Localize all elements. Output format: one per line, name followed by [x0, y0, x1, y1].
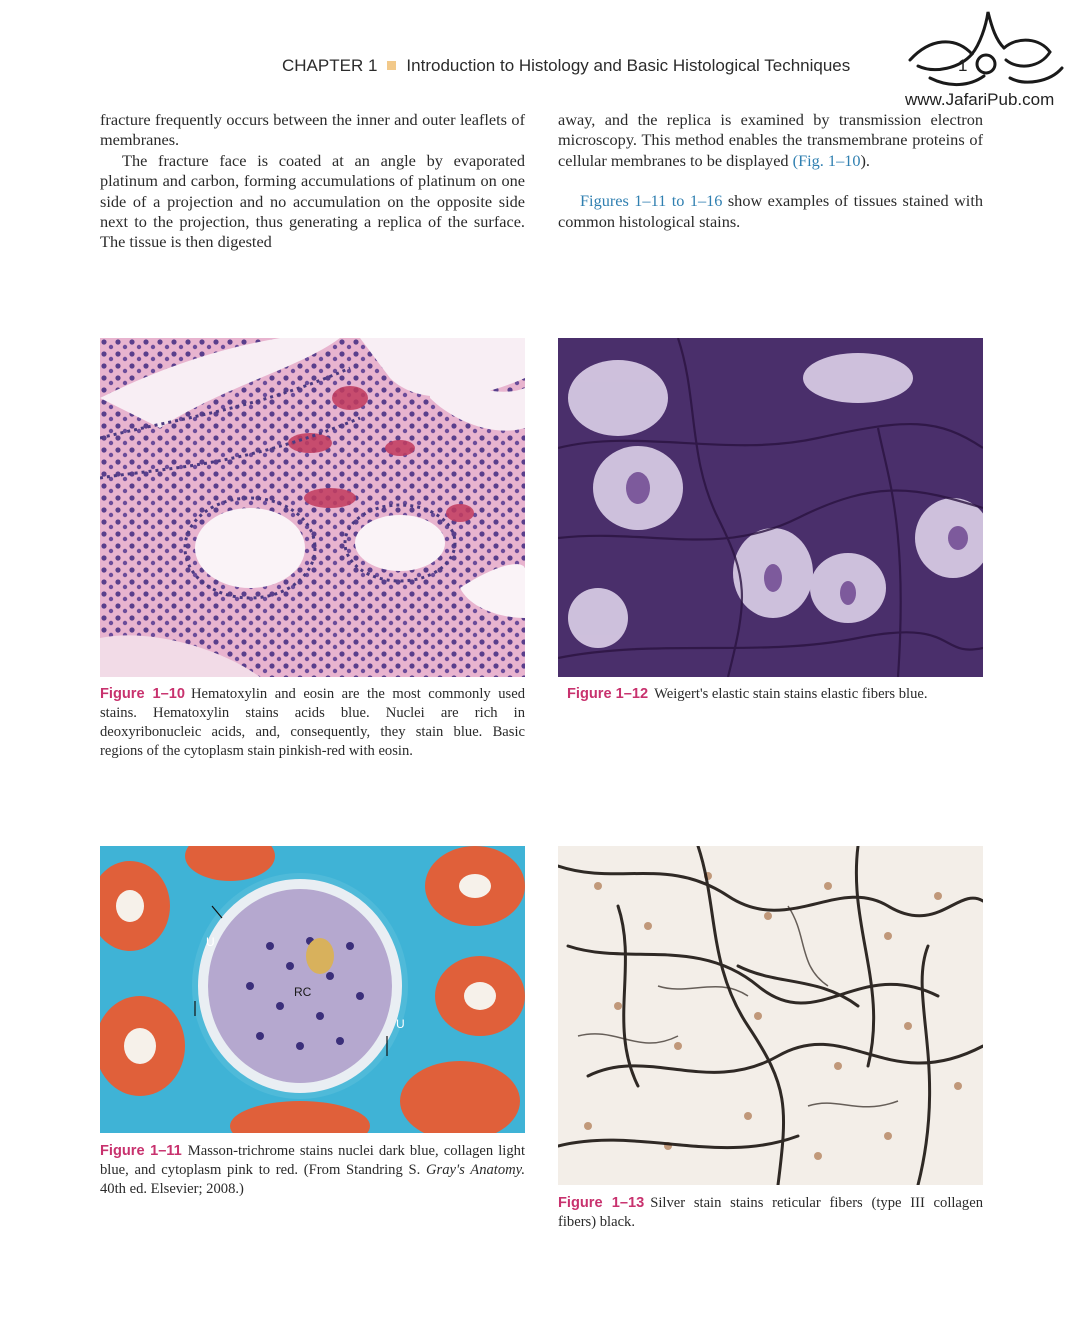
figure-1-11-label: Figure 1–11	[100, 1143, 182, 1159]
figure-1-13-image	[558, 846, 983, 1185]
chapter-title: Introduction to Histology and Basic Histological Techniques	[406, 56, 851, 75]
right-paragraph-2: Figures 1–11 to 1–16 show examples of tissues stained with common histological stains.	[558, 191, 983, 231]
figure-1-12-label: Figure 1–12	[567, 686, 649, 702]
figure-1-11-caption: Figure 1–11 Masson-trichrome stains nuclei dark blue, collagen light blue, and cytoplasm pink to red. (From Standring S. Gray's Anatomy. 40th ed. Elsevier; 2008.)	[100, 1143, 526, 1197]
figures-1-11-to-1-16-link[interactable]: Figures 1–11 to 1–16	[580, 191, 723, 211]
left-paragraph-2: The fracture face is coated at an angle by evaporated platinum and carbon, forming accumulations of platinum on one side of a projection and no accumulation on the opposite side next to the projection, thus generating a replica of the surface. The tissue is then digested	[100, 150, 525, 252]
figure-1-11-image	[100, 846, 525, 1133]
fig-1-10-ref-close: ).	[860, 150, 870, 170]
figure-1-13-label: Figure 1–13	[558, 1195, 645, 1211]
figure-1-10-image	[100, 338, 525, 677]
left-text-column	[100, 110, 525, 253]
page-number: 1	[958, 56, 968, 75]
header-square-icon	[387, 61, 396, 70]
figure-1-10-label: Figure 1–10	[100, 686, 185, 702]
figure-1-12-caption: Figure 1–12 Weigert's elastic stain stains elastic fibers blue.	[567, 686, 928, 702]
watermark-url: www.JafariPub.com	[905, 90, 1055, 109]
figure-1-13-caption: Figure 1–13 Silver stain stains reticular fibers (type III collagen fibers) black.	[558, 1195, 983, 1230]
figure-1-10-caption: Figure 1–10 Hematoxylin and eosin are the most commonly used stains. Hematoxylin stains acids blue. Nuclei are rich in deoxyribonucleic acids, and, consequently, they stain blue. Basic regions of the cytoplasm stain pinkish-red with eosin.	[100, 686, 525, 759]
label-u-right: U	[396, 1017, 405, 1031]
figure-1-12-image	[558, 338, 983, 677]
right-paragraph-1: away, and the replica is examined by transmission electron microscopy. This method enables the transmembrane proteins of cellular membranes to be displayed (Fig. 1–10).	[558, 110, 983, 170]
right-text-column	[558, 110, 983, 232]
label-u-top: U	[206, 935, 215, 949]
left-paragraph-1: fracture frequently occurs between the inner and outer leaflets of membranes.	[100, 110, 525, 150]
label-rc: RC	[294, 985, 312, 999]
fig-1-10-link[interactable]: Fig. 1–10	[798, 150, 861, 170]
chapter-number: CHAPTER 1	[282, 56, 378, 75]
fig-1-10-ref-open: (	[792, 150, 799, 170]
running-header	[282, 56, 850, 76]
